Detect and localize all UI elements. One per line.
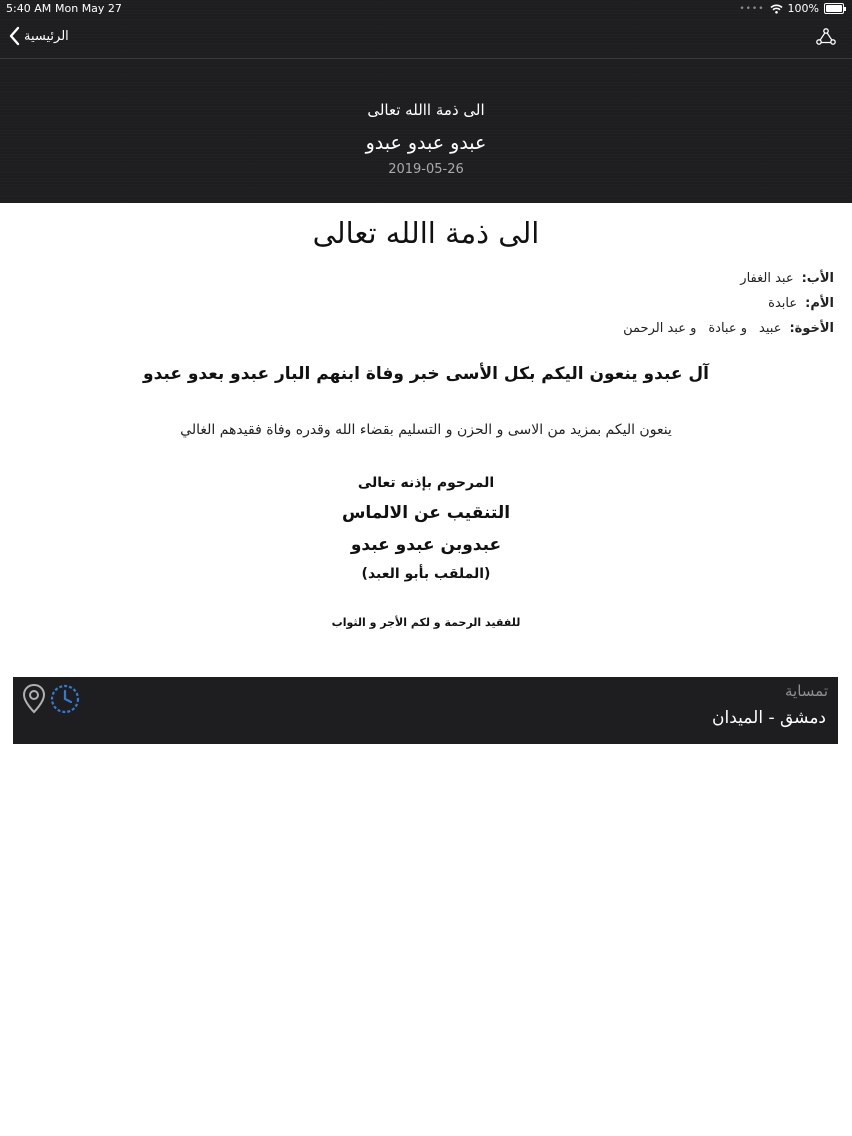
family-info bbox=[334, 266, 834, 341]
clock-icon[interactable] bbox=[49, 683, 81, 719]
father-label: الأب: bbox=[801, 271, 834, 286]
deceased-name: عبدوبن عبدو عبدو bbox=[350, 535, 502, 555]
status-date: Mon May 27 bbox=[55, 2, 122, 15]
siblings-label: الأخوة: bbox=[789, 321, 834, 336]
mother-label: الأم: bbox=[805, 296, 834, 311]
location-card[interactable] bbox=[13, 677, 838, 744]
nav-bar bbox=[0, 18, 852, 59]
header-area bbox=[0, 0, 852, 203]
hero-name: عبدو عبدو عبدو bbox=[365, 132, 487, 154]
deceased-title: التنقيب عن الالماس bbox=[341, 503, 511, 523]
sibling-name: و عبد الرحمن bbox=[623, 321, 697, 336]
location-pin-icon[interactable] bbox=[21, 683, 47, 719]
father-value: عبد الغفار bbox=[740, 271, 794, 286]
deceased-nickname: (الملقب بأبو العبد) bbox=[361, 566, 491, 582]
sibling-name: عبيد bbox=[759, 321, 782, 336]
notice-title: الى ذمة االله تعالى bbox=[312, 216, 540, 250]
share-icon bbox=[816, 28, 836, 46]
signal-dots-icon: •••• bbox=[739, 3, 765, 14]
mother-value: عابدة bbox=[768, 296, 798, 311]
hero-subtitle: الى ذمة االله تعالى bbox=[367, 101, 485, 119]
card-actions bbox=[21, 683, 81, 719]
father-row bbox=[334, 266, 834, 291]
wifi-icon bbox=[770, 4, 783, 14]
siblings-row bbox=[334, 316, 834, 341]
closing-prayer: للفقيد الرحمة و لكم الأجر و الثواب bbox=[331, 616, 521, 629]
condolence-text: ينعون اليكم بمزيد من الاسى و الحزن و التسليم بقضاء الله وقدره وفاة فقيدهم الغالي bbox=[180, 422, 672, 438]
status-bar bbox=[0, 0, 852, 18]
sibling-name: و عبادة bbox=[708, 321, 748, 336]
back-button[interactable] bbox=[8, 26, 69, 46]
deceased-intro: المرحوم بإذنه تعالى bbox=[357, 475, 495, 491]
hero bbox=[0, 100, 852, 177]
hero-date: 2019-05-26 bbox=[388, 162, 464, 177]
share-button[interactable] bbox=[816, 28, 836, 50]
chevron-left-icon bbox=[8, 26, 20, 46]
deceased-block bbox=[0, 472, 852, 587]
status-time: 5:40 AM bbox=[6, 2, 52, 15]
battery-percent: 100% bbox=[787, 2, 819, 15]
battery-icon bbox=[824, 3, 844, 14]
back-button-label: الرئيسية bbox=[24, 28, 69, 44]
mother-row bbox=[334, 291, 834, 316]
ceremony-kind: تمساية bbox=[784, 682, 828, 700]
status-right bbox=[739, 2, 844, 15]
ceremony-location: دمشق - الميدان bbox=[712, 708, 826, 728]
announcement: آل عبدو ينعون اليكم بكل الأسى خبر وفاة ابنهم البار عبدو بعدو عبدو bbox=[143, 364, 709, 384]
